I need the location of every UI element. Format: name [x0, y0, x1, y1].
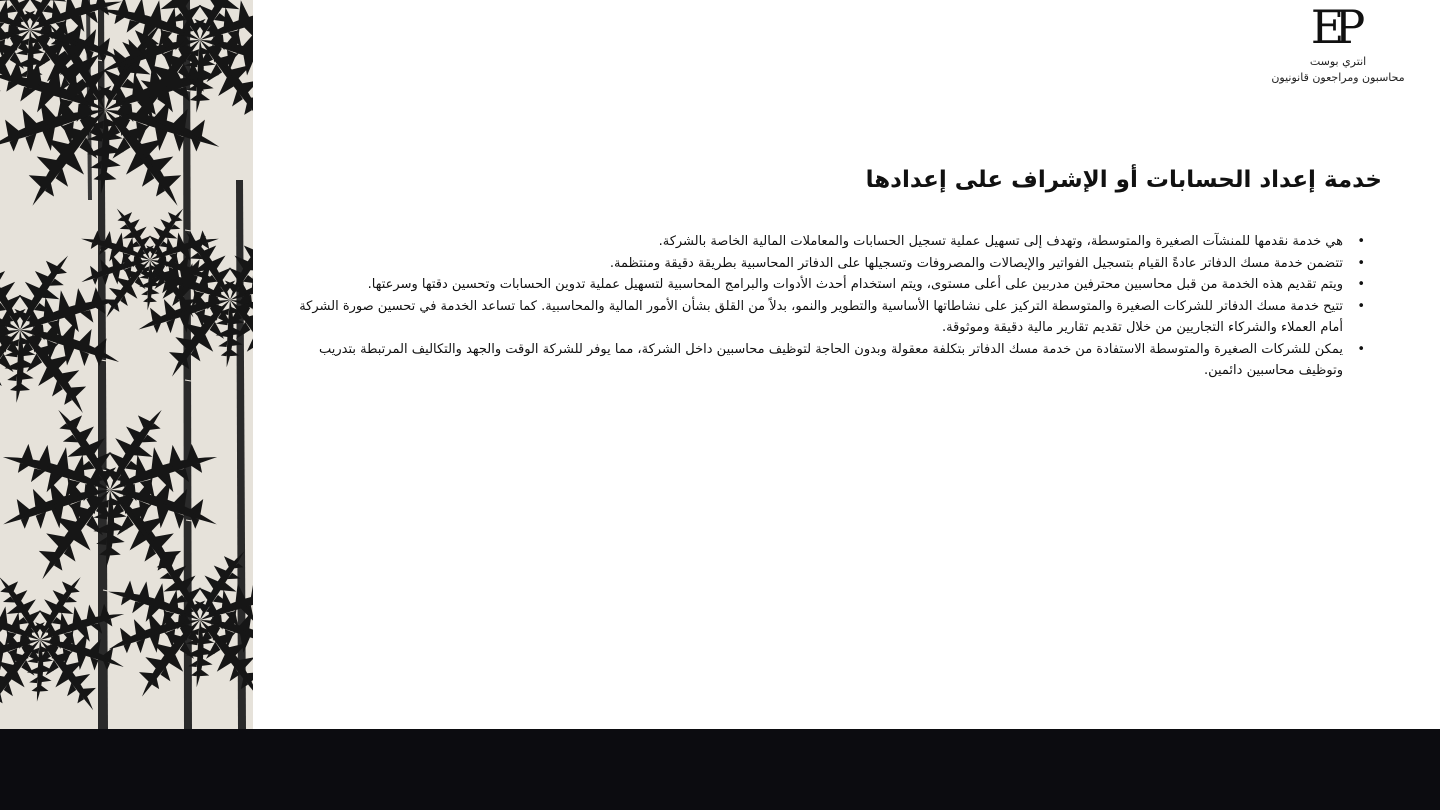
company-tagline: محاسبون ومراجعون قانونيون	[1271, 71, 1405, 84]
palm-tree-illustration	[0, 0, 253, 729]
bullet-item: • تتيح خدمة مسك الدفاتر للشركات الصغيرة والمتوسطة التركيز على نشاطاتها الأساسية والتطوير والنمو، بدلاً من القلق بشأن الأمور المالية والمحاسبية. كما تساعد الخدمة في تحسين صورة الشركة أمام العملاء والشركاء التجاريين من خلال تقديم تقارير مالية دقيقة وموثوقة.	[293, 296, 1343, 339]
bullet-item: • يمكن للشركات الصغيرة والمتوسطة الاستفادة من خدمة مسك الدفاتر بتكلفة معقولة وبدون الحاجة لتوظيف محاسبين داخل الشركة، مما يوفر للشركة الوقت والجهد والتكاليف المرتبطة بتدريب وتوظيف محاسبين دائمين.	[293, 339, 1343, 382]
bullet-item: • تتضمن خدمة مسك الدفاتر عادةً القيام بتسجيل الفواتير والإيصالات والمصروفات وتسجيلها على الدفاتر المحاسبية بطريقة دقيقة ومنتظمة.	[293, 253, 1343, 275]
bottom-bar	[0, 729, 1440, 810]
bullet-item: • ويتم تقديم هذه الخدمة من قبل محاسبين محترفين مدربين على أعلى مستوى، ويتم استخدام أحدث الأدوات والبرامج المحاسبية لتسهيل عملية تدوين الحسابات وتحسين دقتها وسرعتها.	[293, 274, 1343, 296]
bullet-item: • هي خدمة نقدمها للمنشآت الصغيرة والمتوسطة، وتهدف إلى تسهيل عملية تسجيل الحسابات والمعاملات المالية الخاصة بالشركة.	[293, 231, 1343, 253]
logo-monogram: EP	[1310, 0, 1356, 54]
company-logo	[1248, 2, 1428, 86]
bullet-list	[293, 231, 1365, 382]
company-name: انتري بوست	[1309, 55, 1367, 68]
slide-title: خدمة إعداد الحسابات أو الإشراف على إعدادها	[865, 167, 1382, 193]
